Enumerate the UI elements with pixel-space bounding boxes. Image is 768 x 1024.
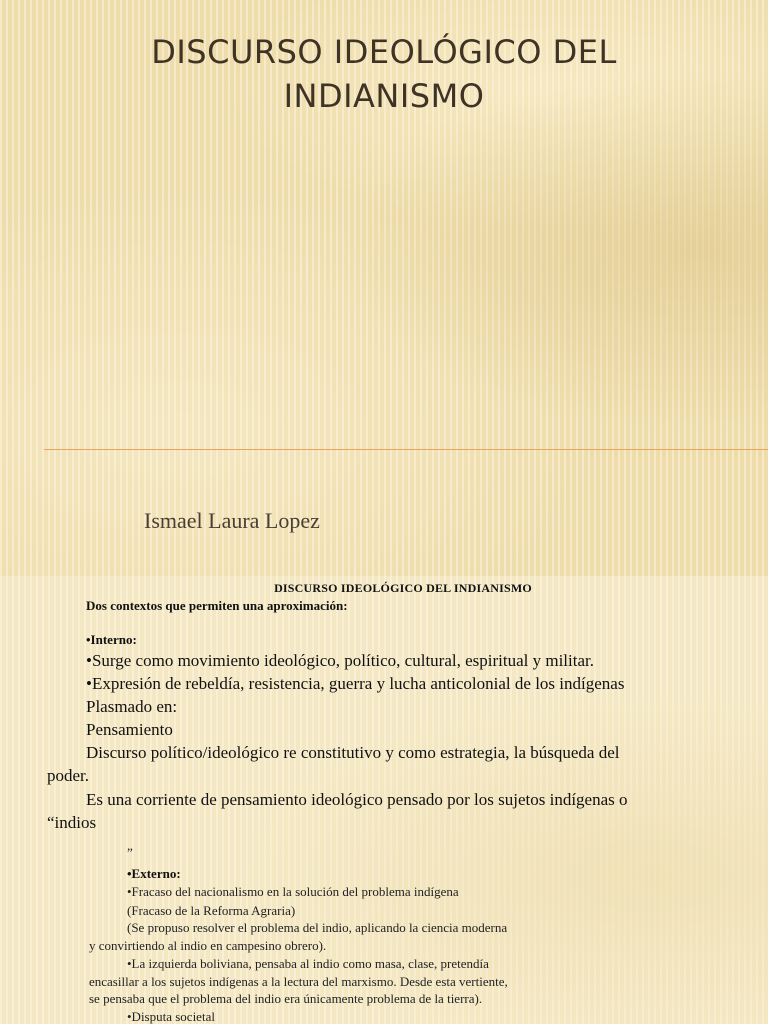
interno-line: Discurso político/ideológico re constitutivo y como estrategia, la búsqueda del <box>86 743 620 762</box>
externo-line: •Disputa societal <box>127 1009 215 1024</box>
interno-line: “indios <box>47 813 97 832</box>
slide-title-line-1: DISCURSO IDEOLÓGICO DEL <box>151 33 617 71</box>
externo-line: encasillar a los sujetos indígenas a la lectura del marxismo. Desde esta vertiente, <box>89 974 508 989</box>
slide-title <box>60 30 708 118</box>
content-slide <box>0 576 768 1024</box>
slide-title-line-2: INDIANISMO <box>283 77 485 115</box>
externo-line: (Fracaso de la Reforma Agraria) <box>127 903 296 918</box>
interno-line: Plasmado en: <box>86 697 178 716</box>
interno-line: •Surge como movimiento ideológico, político, cultural, espiritual y militar. <box>86 651 594 670</box>
externo-heading: •Externo: <box>127 866 181 881</box>
interno-line: •Expresión de rebeldía, resistencia, guerra y lucha anticolonial de los indígenas <box>86 674 625 693</box>
interno-heading: •Interno: <box>86 632 137 647</box>
interno-line: poder. <box>47 766 90 785</box>
interno-line: Pensamiento <box>86 720 173 739</box>
externo-line: •Fracaso del nacionalismo en la solución del problema indígena <box>127 884 459 899</box>
externo-line: •La izquierda boliviana, pensaba al indio como masa, clase, pretendía <box>127 956 489 971</box>
author-name: Ismael Laura Lopez <box>144 508 320 533</box>
title-divider <box>44 449 768 450</box>
quote-mark: ” <box>127 845 133 860</box>
externo-line: se pensaba que el problema del indio era únicamente problema de la tierra). <box>89 991 483 1006</box>
externo-line: (Se propuso resolver el problema del indio, aplicando la ciencia moderna <box>127 920 508 935</box>
interno-line: Es una corriente de pensamiento ideológico pensado por los sujetos indígenas o <box>86 790 628 809</box>
content-slide-subtitle: Dos contextos que permiten una aproximación: <box>86 598 348 613</box>
content-slide-title: DISCURSO IDEOLÓGICO DEL INDIANISMO <box>274 581 532 595</box>
externo-line: y convirtiendo al indio en campesino obrero). <box>89 938 327 953</box>
